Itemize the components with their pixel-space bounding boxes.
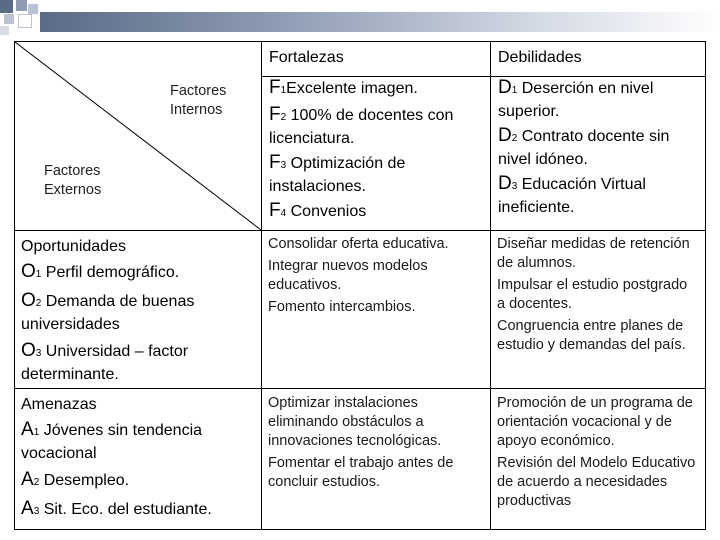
internal-factors-label: Factores Internos	[170, 83, 227, 118]
strength-item: F2 100% de docentes con licenciatura.	[269, 104, 454, 147]
header-gradient-bar	[40, 12, 720, 32]
threats-title: Amenazas	[21, 396, 97, 413]
opportunity-item: O1 Perfil demográfico.	[21, 261, 180, 282]
fa-strategies	[268, 394, 486, 492]
strength-item: F1Excelente imagen.	[269, 77, 418, 98]
threat-item: A2 Desempleo.	[21, 469, 130, 490]
threat-item: A1 Jóvenes sin tendencia vocacional	[21, 419, 203, 462]
strategy-item: Impulsar el estudio postgrado a docentes.	[497, 277, 688, 312]
opportunities-list	[21, 236, 257, 385]
weaknesses-list	[498, 76, 703, 218]
opportunities-title: Oportunidades	[21, 238, 126, 255]
strategy-item: Fomentar el trabajo antes de concluir estudios.	[268, 455, 454, 490]
strengths-header: Fortalezas	[269, 49, 344, 66]
weakness-item: D1 Deserción en nivel superior.	[498, 77, 654, 120]
do-strategies	[497, 235, 699, 355]
strategy-item: Revisión del Modelo Educativo de acuerdo a necesidades productivas	[497, 455, 696, 509]
strategy-item: Fomento intercambios.	[268, 299, 416, 315]
fo-strategies	[268, 235, 486, 317]
strategy-item: Integrar nuevos modelos educativos.	[268, 258, 428, 293]
opportunity-item: O3 Universidad – factor determinante.	[21, 340, 189, 383]
strength-item: F4 Convenios	[269, 200, 367, 221]
threat-item: A3 Sit. Eco. del estudiante.	[21, 498, 212, 519]
weakness-item: D3 Educación Virtual ineficiente.	[498, 173, 646, 216]
da-strategies	[497, 394, 699, 511]
weakness-item: D2 Contrato docente sin nivel idóneo.	[498, 125, 670, 168]
strategy-item: Promoción de un programa de orientación vocacional y de apoyo económico.	[497, 395, 693, 449]
strengths-list	[269, 76, 484, 224]
opportunity-item: O2 Demanda de buenas universidades	[21, 290, 195, 333]
strategy-item: Congruencia entre planes de estudio y demandas del país.	[497, 318, 686, 353]
external-factors-label: Factores Externos	[44, 163, 102, 198]
weaknesses-header: Debilidades	[498, 49, 582, 66]
strength-item: F3 Optimización de instalaciones.	[269, 152, 406, 195]
corner-diagonal	[15, 42, 261, 230]
strategy-item: Optimizar instalaciones eliminando obstáculos a innovaciones tecnológicas.	[268, 395, 442, 449]
swot-matrix	[14, 41, 706, 530]
threats-list	[21, 394, 257, 522]
strategy-item: Consolidar oferta educativa.	[268, 236, 449, 252]
strategy-item: Diseñar medidas de retención de alumnos.	[497, 236, 690, 271]
